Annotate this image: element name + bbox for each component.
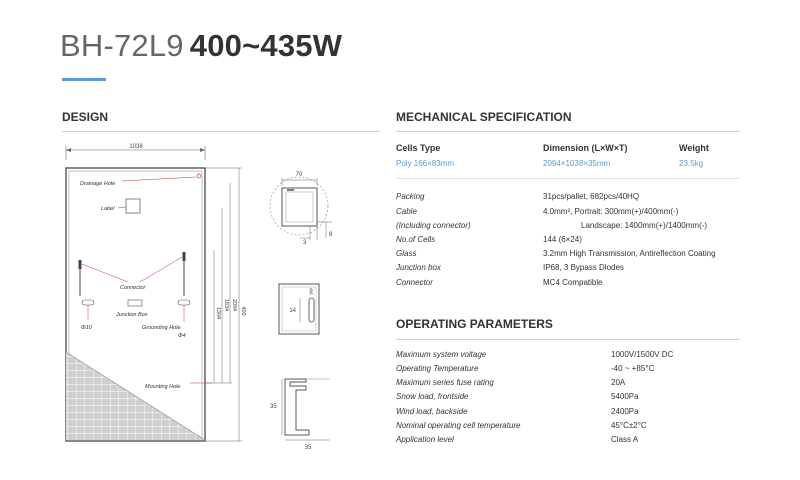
mech-row-label: Cable	[396, 207, 417, 216]
op-row-value: 45°C±2°C	[611, 421, 647, 430]
mech-row-value: 4.0mm², Portrait: 300mm(+)/400mm(-)	[543, 207, 679, 216]
op-row-value: 5400Pa	[611, 392, 639, 401]
op-row-label: Operating Temperature	[396, 364, 479, 373]
mech-row-label: Glass	[396, 249, 417, 258]
junction-box	[128, 300, 142, 306]
dim-1834-label: 1834	[223, 298, 229, 312]
mech-row-value: 3.2mm High Transmission, Antireflection Coating	[543, 249, 716, 258]
dim-2094-label: 2094	[231, 298, 237, 312]
detail-8-label: 8	[329, 232, 333, 238]
mech-row-value: IP68, 3 Bypass Diodes	[543, 263, 624, 272]
mech-row-value: 31pcs/pallet, 682pcs/40HQ	[543, 192, 640, 201]
frame-profile	[270, 379, 330, 451]
frame-35-h-label: 35	[304, 445, 312, 451]
grounding-hole-label: Grounding Hole	[142, 325, 181, 331]
op-row-value: 2400Pa	[611, 407, 639, 416]
connector-label: Connector	[120, 285, 146, 291]
dim-400-label: 400	[240, 306, 246, 316]
operating-heading: OPERATING PARAMETERS	[396, 317, 553, 331]
design-heading: DESIGN	[62, 110, 109, 124]
mech-row-label: (Including connector)	[396, 221, 471, 230]
drainage-hole-mark	[197, 174, 201, 178]
mech-row-label: Packing	[396, 192, 425, 201]
junction-box-label: Junction Box	[116, 312, 148, 318]
dimension-head: Dimension (L×W×T)	[543, 143, 628, 153]
weight-value: 23.5kg	[679, 159, 704, 168]
mech-row-label: No.of Cells	[396, 235, 436, 244]
mechanical-heading: MECHANICAL SPECIFICATION	[396, 110, 572, 124]
detail-70-label: 70	[295, 172, 303, 178]
mounting-hole-label: Mounting Hole	[145, 384, 181, 390]
detail-3-label: 3	[303, 240, 307, 246]
op-row-value: -40 ~ +85°C	[611, 364, 655, 373]
op-row-value: 1000V/1500V DC	[611, 350, 674, 359]
mech-row-value: Landscape: 1400mm(+)/1400mm(-)	[581, 221, 708, 230]
op-row-label: Snow load, frontside	[396, 392, 469, 401]
mech-row-value: MC4 Compatible	[543, 278, 603, 287]
dimension-value: 2094×1038×35mm	[543, 159, 611, 168]
op-row-label: Wind load, backside	[396, 407, 468, 416]
frame-35-v-label: 35	[270, 404, 277, 410]
op-row-value: Class A	[611, 435, 639, 444]
detail-9-label: 9	[309, 289, 313, 295]
op-row-label: Maximum system voltage	[396, 350, 487, 359]
mech-row-label: Connector	[396, 278, 433, 287]
label-text: Label	[101, 206, 115, 212]
op-row-value: 20A	[611, 378, 626, 387]
cells-type-head: Cells Type	[396, 143, 441, 153]
dim-1304-label: 1304	[215, 306, 221, 320]
power-range: 400~435W	[189, 28, 343, 63]
phi4-label: Φ4	[178, 333, 186, 339]
operating-rule	[396, 339, 740, 340]
label-box	[126, 199, 140, 213]
weight-head: Weight	[679, 143, 709, 153]
slot-detail	[279, 284, 319, 334]
op-row-label: Nominal operating cell temperature	[396, 421, 521, 430]
mechanical-divider	[396, 178, 740, 179]
drainage-hole-label: Drainage Hole	[80, 181, 116, 187]
corner-detail	[270, 172, 333, 246]
op-row-label: Maximum series fuse rating	[396, 378, 494, 387]
phi10-label: Φ10	[81, 325, 92, 331]
detail-14-label: 14	[289, 308, 296, 314]
mech-row-value: 144 (6×24)	[543, 235, 582, 244]
model-name: BH-72L9	[60, 28, 184, 63]
width-dim-label: 1038	[129, 144, 143, 150]
cells-type-value: Poly 166×83mm	[396, 159, 455, 168]
op-row-label: Application level	[396, 435, 454, 444]
mech-row-label: Junction box	[396, 263, 441, 272]
